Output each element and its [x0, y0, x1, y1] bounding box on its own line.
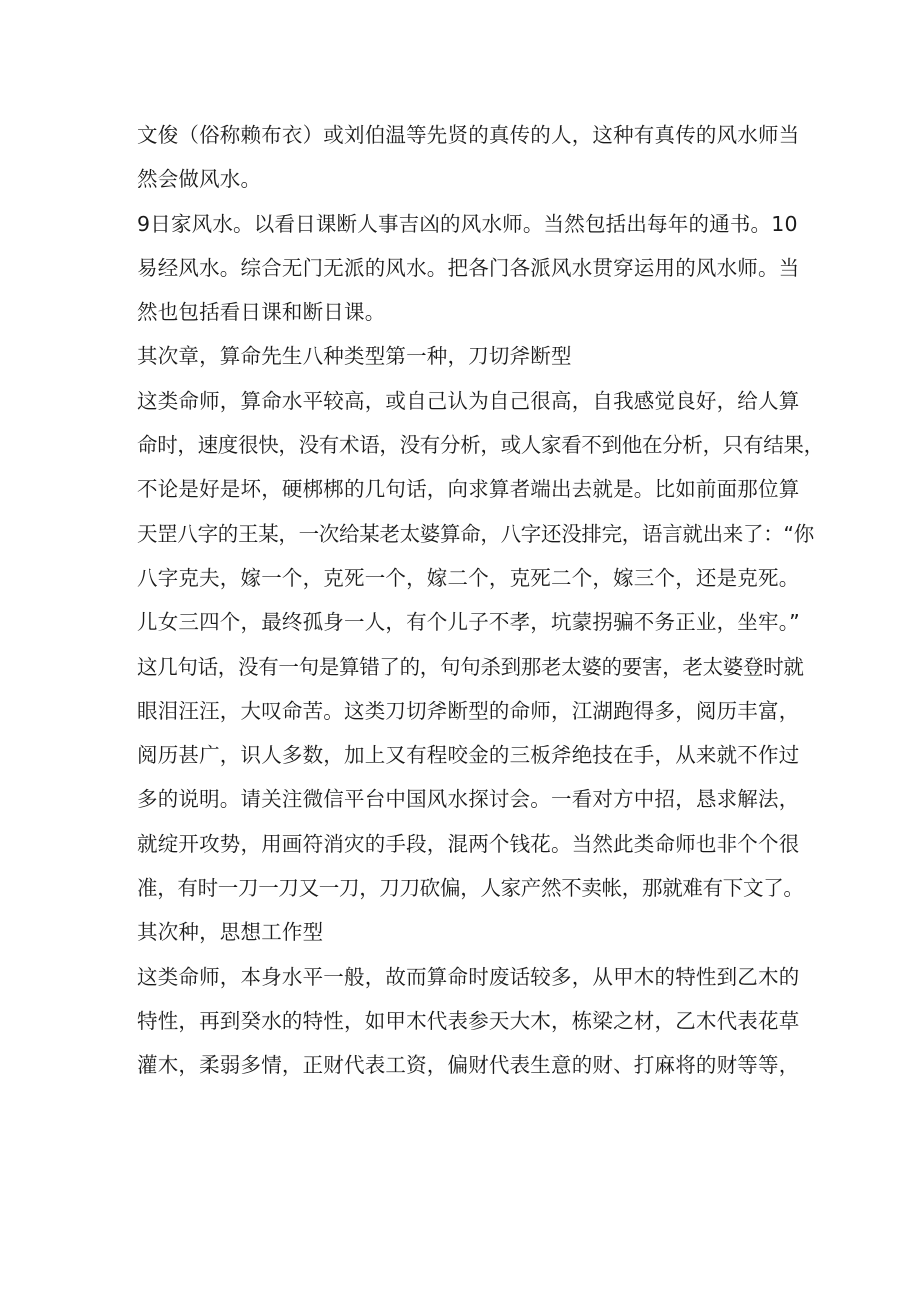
text-line: 灌木，柔弱多情，正财代表工资，偏财代表生意的财、打麻将的财等等，	[137, 1053, 800, 1078]
text-line: 命时，速度很快，没有术语，没有分析，或人家看不到他在分析，只有结果，	[137, 433, 824, 458]
text-line: 这类命师，本身水平一般，故而算命时废话较多，从甲木的特性到乙木的	[137, 964, 800, 989]
text-line: 易经风水。综合无门无派的风水。把各门各派风水贯穿运用的风水师。当	[137, 255, 800, 280]
text-line: 这类命师，算命水平较高，或自己认为自己很高，自我感觉良好，给人算	[137, 388, 800, 413]
text-line: 这几句话，没有一句是算错了的，句句杀到那老太婆的要害，老太婆登时就	[137, 654, 804, 679]
text-line: 文俊（俗称赖布衣）或刘伯温等先贤的真传的人，这种有真传的风水师当	[137, 123, 800, 147]
text-line: 眼泪汪汪，大叹命苦。这类刀切斧断型的命师，江湖跑得多，阅历丰富，	[137, 698, 800, 723]
text-line: 9日家风水。以看日课断人事吉凶的风水师。当然包括出每年的通书。10	[137, 211, 798, 236]
text-line: 不论是好是坏，硬梆梆的几句话，向求算者端出去就是。比如前面那位算	[137, 477, 800, 502]
body-text	[137, 113, 824, 1088]
text-line: 天罡八字的王某，一次给某老太婆算命，八字还没排完，语言就出来了：“你	[137, 521, 814, 546]
text-line: 然也包括看日课和断日课。	[137, 300, 386, 325]
text-line: 就绽开攻势，用画符消灾的手段，混两个钱花。当然此类命师也非个个很	[137, 831, 800, 856]
text-line: 八字克夫，嫁一个，克死一个，嫁二个，克死二个，嫁三个，还是克死。	[137, 565, 800, 590]
section-heading: 其次种，思想工作型	[137, 920, 324, 945]
text-line: 特性，再到癸水的特性，如甲木代表参天大木，栋梁之材，乙木代表花草	[137, 1008, 800, 1033]
text-line: 准，有时一刀一刀又一刀，刀刀砍偏，人家产然不卖帐，那就难有下文了。	[137, 876, 804, 901]
text-line: 然会做风水。	[137, 167, 262, 192]
text-line: 多的说明。请关注微信平台中国风水探讨会。一看对方中招，恳求解法，	[137, 787, 800, 812]
text-line: 儿女三四个，最终孤身一人，有个儿子不孝，坑蒙拐骗不务正业，坐牢。”	[137, 610, 800, 635]
text-line: 阅历甚广，识人多数，加上又有程咬金的三板斧绝技在手，从来就不作过	[137, 743, 800, 768]
section-heading: 其次章，算命先生八种类型第一种，刀切斧断型	[137, 344, 572, 369]
